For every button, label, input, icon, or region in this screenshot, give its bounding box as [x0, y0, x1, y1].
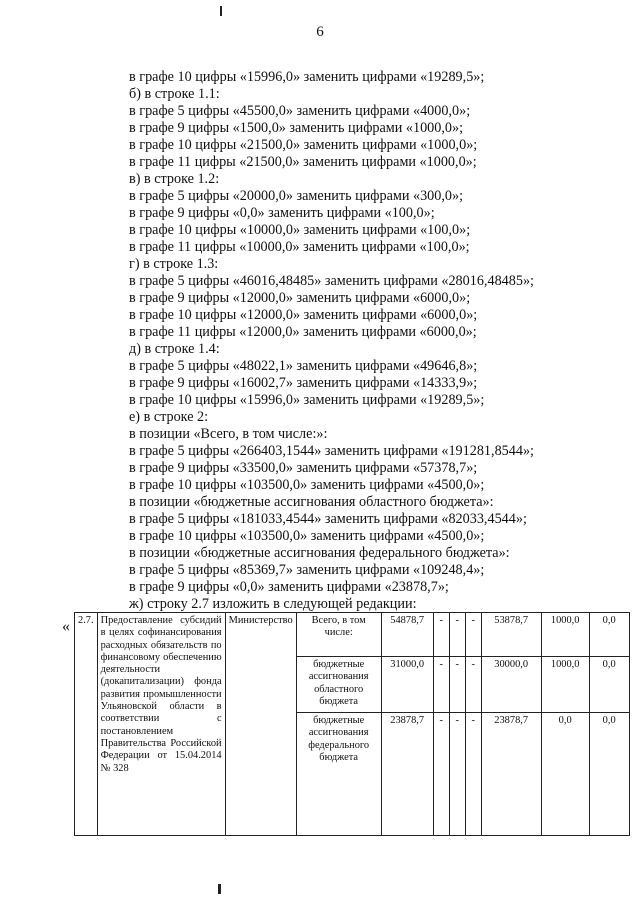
- funding-source: Всего, в том числе:: [296, 613, 381, 657]
- text-line: в графе 9 цифры «0,0» заменить цифрами «100,0»;: [129, 205, 435, 221]
- text-line: в графе 10 цифры «103500,0» заменить цифрами «4500,0»;: [129, 477, 485, 493]
- year-value: -: [465, 613, 481, 657]
- scan-mark-bottom: [218, 884, 221, 894]
- text-line: в графе 5 цифры «181033,4544» заменить цифрами «82033,4544»;: [129, 511, 527, 527]
- year-value: 0,0: [541, 713, 589, 836]
- text-line: г) в строке 1.3:: [129, 256, 219, 272]
- amendment-table: [74, 612, 630, 836]
- text-line: в) в строке 1.2:: [129, 171, 220, 187]
- year-value: -: [449, 613, 465, 657]
- text-line: в графе 9 цифры «33500,0» заменить цифрами «57378,7»;: [129, 460, 478, 476]
- text-line: в графе 5 цифры «85369,7» заменить цифрами «109248,4»;: [129, 562, 485, 578]
- measure-description: Предоставление субсидий в целях софинансирования расходных обязательств по финансовому обеспечению деятельности (докапитализации) фонда развития промышленности Ульяновской области в соответствии с постановлением Правительства Российской Федерации от 15.04.2014 № 328: [97, 613, 225, 836]
- text-line: в графе 10 цифры «12000,0» заменить цифрами «6000,0»;: [129, 307, 478, 323]
- total-value: 54878,7: [381, 613, 433, 657]
- year-value: -: [449, 713, 465, 836]
- text-line: в графе 5 цифры «48022,1» заменить цифрами «49646,8»;: [129, 358, 478, 374]
- text-line: в графе 11 цифры «10000,0» заменить цифрами «100,0»;: [129, 239, 470, 255]
- year-value: -: [433, 713, 449, 836]
- text-line: в позиции «бюджетные ассигнования областного бюджета»:: [129, 494, 494, 510]
- scan-mark-top: [220, 6, 222, 16]
- text-line: в позиции «бюджетные ассигнования федерального бюджета»:: [129, 545, 510, 561]
- year-value: 23878,7: [481, 713, 541, 836]
- executor: Министерство: [225, 613, 296, 836]
- year-value: -: [433, 613, 449, 657]
- text-line: в графе 11 цифры «21500,0» заменить цифрами «1000,0»;: [129, 154, 477, 170]
- text-line: е) в строке 2:: [129, 409, 209, 425]
- text-line: в позиции «Всего, в том числе:»:: [129, 426, 328, 442]
- text-line: в графе 9 цифры «16002,7» заменить цифрами «14333,9»;: [129, 375, 478, 391]
- year-value: 0,0: [589, 657, 629, 713]
- text-line: в графе 10 цифры «15996,0» заменить цифрами «19289,5»;: [129, 69, 485, 85]
- text-line: в графе 11 цифры «12000,0» заменить цифрами «6000,0»;: [129, 324, 477, 340]
- year-value: -: [449, 657, 465, 713]
- text-line: в графе 9 цифры «12000,0» заменить цифрами «6000,0»;: [129, 290, 471, 306]
- total-value: 31000,0: [381, 657, 433, 713]
- text-line: в графе 9 цифры «0,0» заменить цифрами «23878,7»;: [129, 579, 449, 595]
- text-line: д) в строке 1.4:: [129, 341, 220, 357]
- table-row: [75, 613, 630, 657]
- text-line: в графе 5 цифры «266403,1544» заменить цифрами «191281,8544»;: [129, 443, 534, 459]
- row-number: 2.7.: [75, 613, 98, 836]
- year-value: 1000,0: [541, 613, 589, 657]
- year-value: -: [465, 657, 481, 713]
- funding-source: бюджетные ассигнования федерального бюджета: [296, 713, 381, 836]
- year-value: 0,0: [589, 613, 629, 657]
- text-line: в графе 10 цифры «10000,0» заменить цифрами «100,0»;: [129, 222, 471, 238]
- text-line: в графе 5 цифры «45500,0» заменить цифрами «4000,0»;: [129, 103, 471, 119]
- year-value: 0,0: [589, 713, 629, 836]
- text-line: б) в строке 1.1:: [129, 86, 220, 102]
- amendment-text: [129, 69, 629, 613]
- total-value: 23878,7: [381, 713, 433, 836]
- year-value: -: [433, 657, 449, 713]
- year-value: 30000,0: [481, 657, 541, 713]
- text-line: в графе 9 цифры «1500,0» заменить цифрами «1000,0»;: [129, 120, 464, 136]
- text-line: ж) строку 2.7 изложить в следующей редакции:: [129, 596, 417, 612]
- text-line: в графе 5 цифры «46016,48485» заменить цифрами «28016,48485»;: [129, 273, 534, 289]
- text-line: в графе 10 цифры «21500,0» заменить цифрами «1000,0»;: [129, 137, 478, 153]
- opening-quote: «: [62, 618, 70, 635]
- year-value: -: [465, 713, 481, 836]
- text-line: в графе 10 цифры «15996,0» заменить цифрами «19289,5»;: [129, 392, 485, 408]
- page-number: 6: [316, 24, 324, 40]
- year-value: 1000,0: [541, 657, 589, 713]
- text-line: в графе 5 цифры «20000,0» заменить цифрами «300,0»;: [129, 188, 464, 204]
- funding-source: бюджетные ассигнования областного бюджета: [296, 657, 381, 713]
- year-value: 53878,7: [481, 613, 541, 657]
- text-line: в графе 10 цифры «103500,0» заменить цифрами «4500,0»;: [129, 528, 485, 544]
